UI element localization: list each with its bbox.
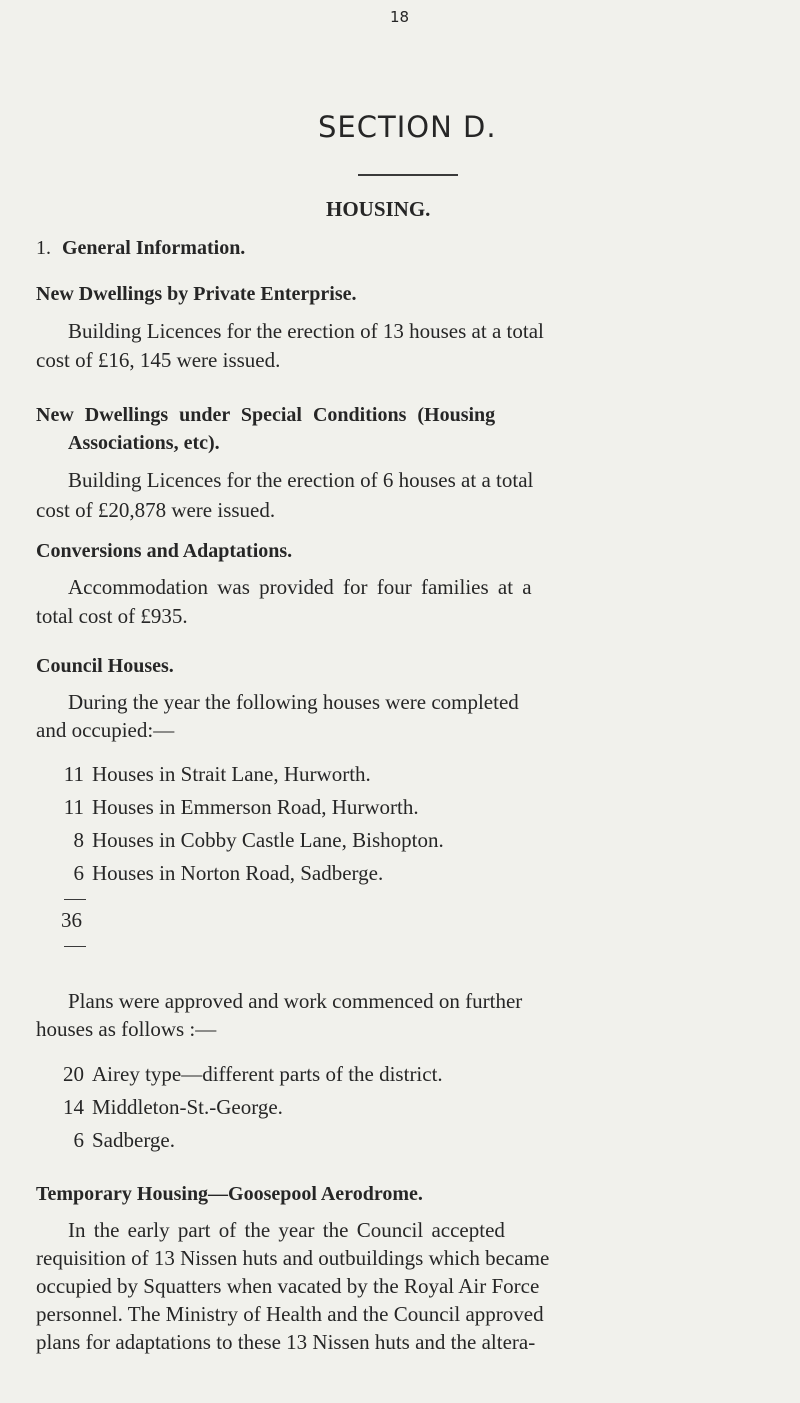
plans-line-2: houses as follows :— xyxy=(36,1017,217,1041)
item-text: Airey type—different parts of the district. xyxy=(92,1062,443,1086)
item-count: 6 xyxy=(73,1128,84,1152)
page-number: 18 xyxy=(390,8,410,26)
private-enterprise-heading: New Dwellings by Private Enterprise. xyxy=(36,283,357,305)
conversions-line-1: Accommodation was provided for four families at a xyxy=(68,575,532,599)
plans-item xyxy=(56,1126,175,1155)
conversions-heading: Conversions and Adaptations. xyxy=(36,540,293,562)
item-count: 20 xyxy=(63,1062,84,1086)
temporary-line-5: plans for adaptations to these 13 Nissen huts and the altera- xyxy=(36,1330,536,1354)
temporary-line-3: occupied by Squatters when vacated by the Royal Air Force xyxy=(36,1274,540,1298)
item-text: Sadberge. xyxy=(92,1128,176,1152)
council-houses-total: 36 xyxy=(61,908,82,932)
private-enterprise-line-1: Building Licences for the erection of 13 houses at a total xyxy=(68,319,544,343)
temporary-line-1: In the early part of the year the Council accepted xyxy=(68,1218,505,1242)
title-divider xyxy=(358,174,458,176)
council-house-item xyxy=(56,793,419,822)
plans-item xyxy=(56,1093,283,1122)
item-count: 14 xyxy=(63,1095,84,1119)
special-conditions-heading-1: New Dwellings under Special Conditions (Housing xyxy=(36,404,496,426)
conversions-line-2: total cost of £935. xyxy=(36,604,188,628)
council-house-item xyxy=(56,826,444,855)
item-text: Houses in Strait Lane, Hurworth. xyxy=(92,762,371,786)
housing-title: HOUSING. xyxy=(326,197,431,221)
plans-line-1: Plans were approved and work commenced on further xyxy=(68,989,523,1013)
general-info-number: 1. xyxy=(36,237,51,259)
item-count: 6 xyxy=(73,861,84,885)
item-count: 11 xyxy=(63,762,84,786)
general-info-title: General Information. xyxy=(62,237,246,259)
item-text: Houses in Norton Road, Sadberge. xyxy=(92,861,384,885)
council-house-item xyxy=(56,859,383,888)
general-info-heading xyxy=(36,237,245,260)
plans-item xyxy=(56,1060,443,1089)
special-conditions-heading-2: Associations, etc). xyxy=(68,432,220,454)
total-rule-top xyxy=(64,899,86,900)
total-rule-bottom xyxy=(64,946,86,947)
item-count: 11 xyxy=(63,795,84,819)
council-houses-line-2: and occupied:— xyxy=(36,718,175,742)
item-count: 8 xyxy=(73,828,84,852)
council-house-item xyxy=(56,760,371,789)
temporary-line-2: requisition of 13 Nissen huts and outbuildings which became xyxy=(36,1246,550,1270)
temporary-housing-heading: Temporary Housing—Goosepool Aerodrome. xyxy=(36,1183,423,1205)
council-houses-heading: Council Houses. xyxy=(36,655,174,677)
special-conditions-line-1: Building Licences for the erection of 6 houses at a total xyxy=(68,468,534,492)
item-text: Houses in Cobby Castle Lane, Bishopton. xyxy=(92,828,444,852)
private-enterprise-line-2: cost of £16, 145 were issued. xyxy=(36,348,281,372)
item-text: Middleton-St.-George. xyxy=(92,1095,283,1119)
temporary-line-4: personnel. The Ministry of Health and the Council approved xyxy=(36,1302,544,1326)
council-houses-line-1: During the year the following houses were completed xyxy=(68,690,519,714)
special-conditions-line-2: cost of £20,878 were issued. xyxy=(36,498,276,522)
section-title: SECTION D. xyxy=(318,110,497,144)
item-text: Houses in Emmerson Road, Hurworth. xyxy=(92,795,419,819)
